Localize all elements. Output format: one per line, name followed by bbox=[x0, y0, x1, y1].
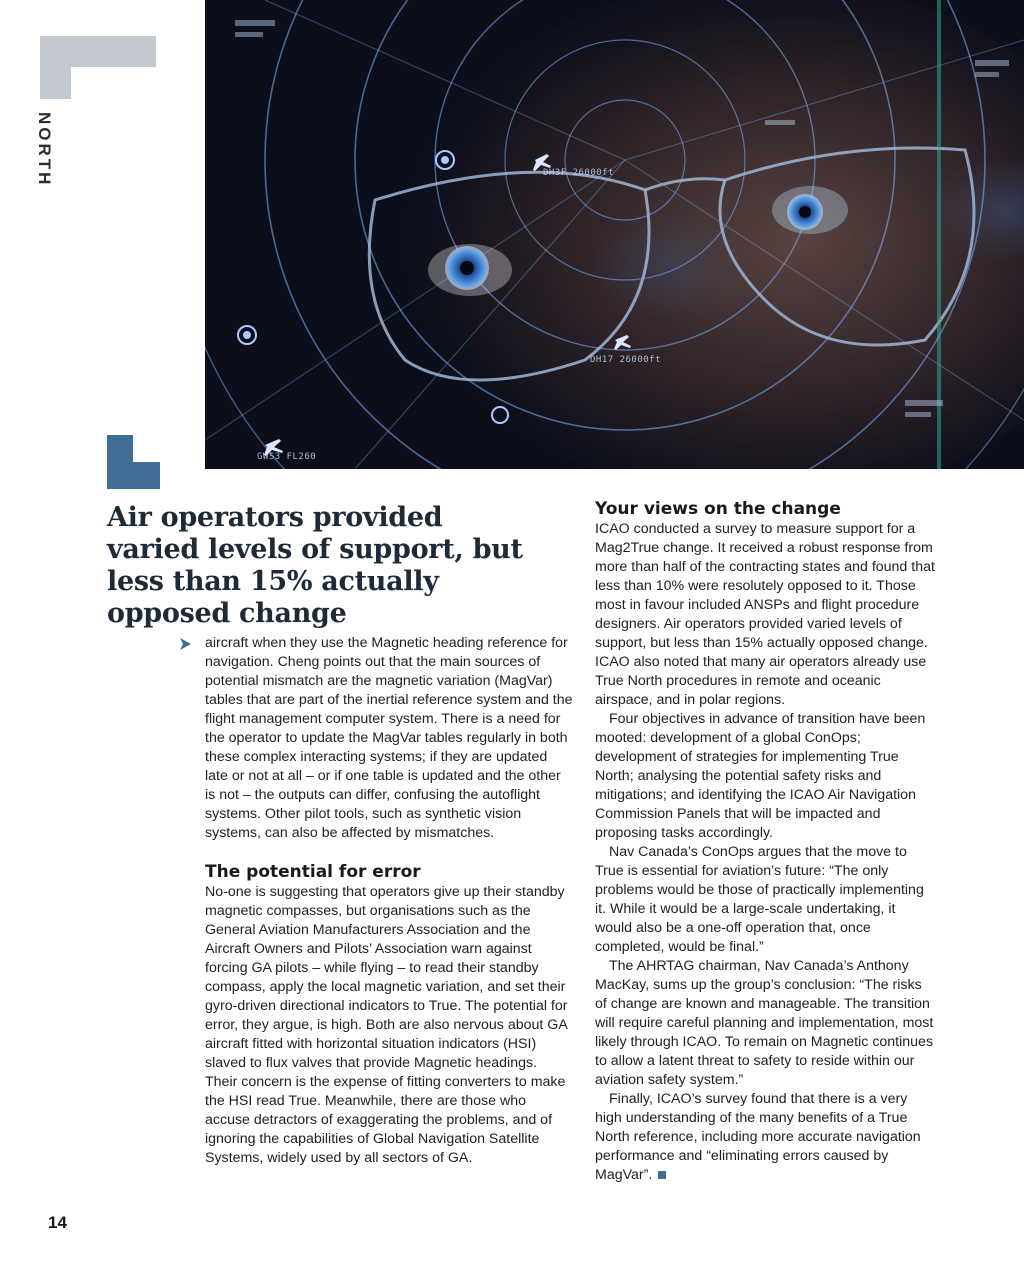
paragraph-text: Finally, ICAO’s survey found that there is a very high understanding of the many benefits of a True North reference, including more accurate navigation performance and “eliminating errors caused by MagVar”. bbox=[595, 1091, 921, 1183]
pull-quote-marker-foot bbox=[107, 462, 160, 489]
paragraph: No-one is suggesting that operators give up their standby magnetic compasses, but organisations such as the General Aviation Manufacturers Association and the Aircraft Owners and Pilots’ Association warn against forcing GA pilots – while flying – to read their standby compass, apply the local magnetic variation, and set their gyro-driven directional indicators to True. The potential for error, they argue, is high. Both are also nervous about GA aircraft fitted with horizontal situation indicators (HSI) slaved to flux valves that provide Magnetic headings. Their concern is the expense of fitting converters to make the HSI read True. Meanwhile, there are those who accuse detractors of exaggerating the problems, and of ignoring the capabilities of Global Navigation Satellite Systems, widely used by all sectors of GA. bbox=[205, 884, 568, 1166]
paragraph: aircraft when they use the Magnetic heading reference for navigation. Cheng points out that the main sources of potential mismatch are the magnetic variation (MagVar) tables that are part of the inertial reference system and the flight management computer system. There is a need for the operator to update the MagVar tables regularly in both these complex interacting systems; if they are updated late or not at all – or if one table is updated and the other is not – the outputs can differ, confusing the autoflight systems. Other pilot tools, such as synthetic vision systems, can also be affected by mismatches. bbox=[205, 635, 573, 841]
pull-quote: Air operators provided varied levels of support, but less than 15% actually opposed change bbox=[107, 502, 523, 629]
paragraph-final bbox=[595, 1090, 935, 1185]
hud-label: DH17 26000ft bbox=[590, 355, 662, 365]
subheading: The potential for error bbox=[205, 862, 421, 882]
hud-label: DH3F 26000ft bbox=[543, 168, 615, 178]
paragraph: ICAO conducted a survey to measure support for a Mag2True change. It received a robust response from more than half of the contracting states and found that less than 10% were resolutely opposed to it. Those most in favour included ANSPs and flight procedure designers. Air operators provided varied levels of support, but less than 15% actually opposed change. ICAO also noted that many air operators already use True North procedures in remote and oceanic airspace, and in polar regions. bbox=[595, 521, 935, 708]
subheading: Your views on the change bbox=[595, 499, 841, 519]
hud-label: GWS3 FL260 bbox=[257, 452, 317, 462]
paragraph: Four objectives in advance of transition have been mooted: development of a global ConOps; development of strategies for implementing True North; analysing the potential safety risks and mitigations; and identifying the ICAO Air Navigation Commission Panels that will be impacted and proposing tasks accordingly. bbox=[595, 711, 926, 841]
paragraph: The AHRTAG chairman, Nav Canada’s Anthony MacKay, sums up the group’s conclusion: “The risks of change are known and manageable. The transition will require careful planning and implementation, most likely through ICAO. To remain on Magnetic continues to allow a latent threat to safety to reside within our aviation safety system.” bbox=[595, 958, 934, 1088]
right-column bbox=[595, 498, 935, 1185]
continuation-arrow-icon bbox=[180, 638, 191, 650]
section-label-text: NORTH bbox=[35, 112, 54, 188]
hero-image bbox=[205, 0, 1024, 469]
left-column bbox=[205, 634, 573, 1168]
section-tab-stem bbox=[40, 36, 71, 99]
paragraph: Nav Canada’s ConOps argues that the move to True is essential for aviation’s future: “The only problems would be those of practically implementing it. While it would be a large-scale undertaking, it would also be a one-off operation that, once completed, would be final.” bbox=[595, 844, 924, 955]
radar-overlay bbox=[205, 0, 1024, 469]
section-label bbox=[30, 112, 78, 192]
end-mark-icon bbox=[658, 1171, 666, 1179]
page-number: 14 bbox=[48, 1213, 67, 1232]
